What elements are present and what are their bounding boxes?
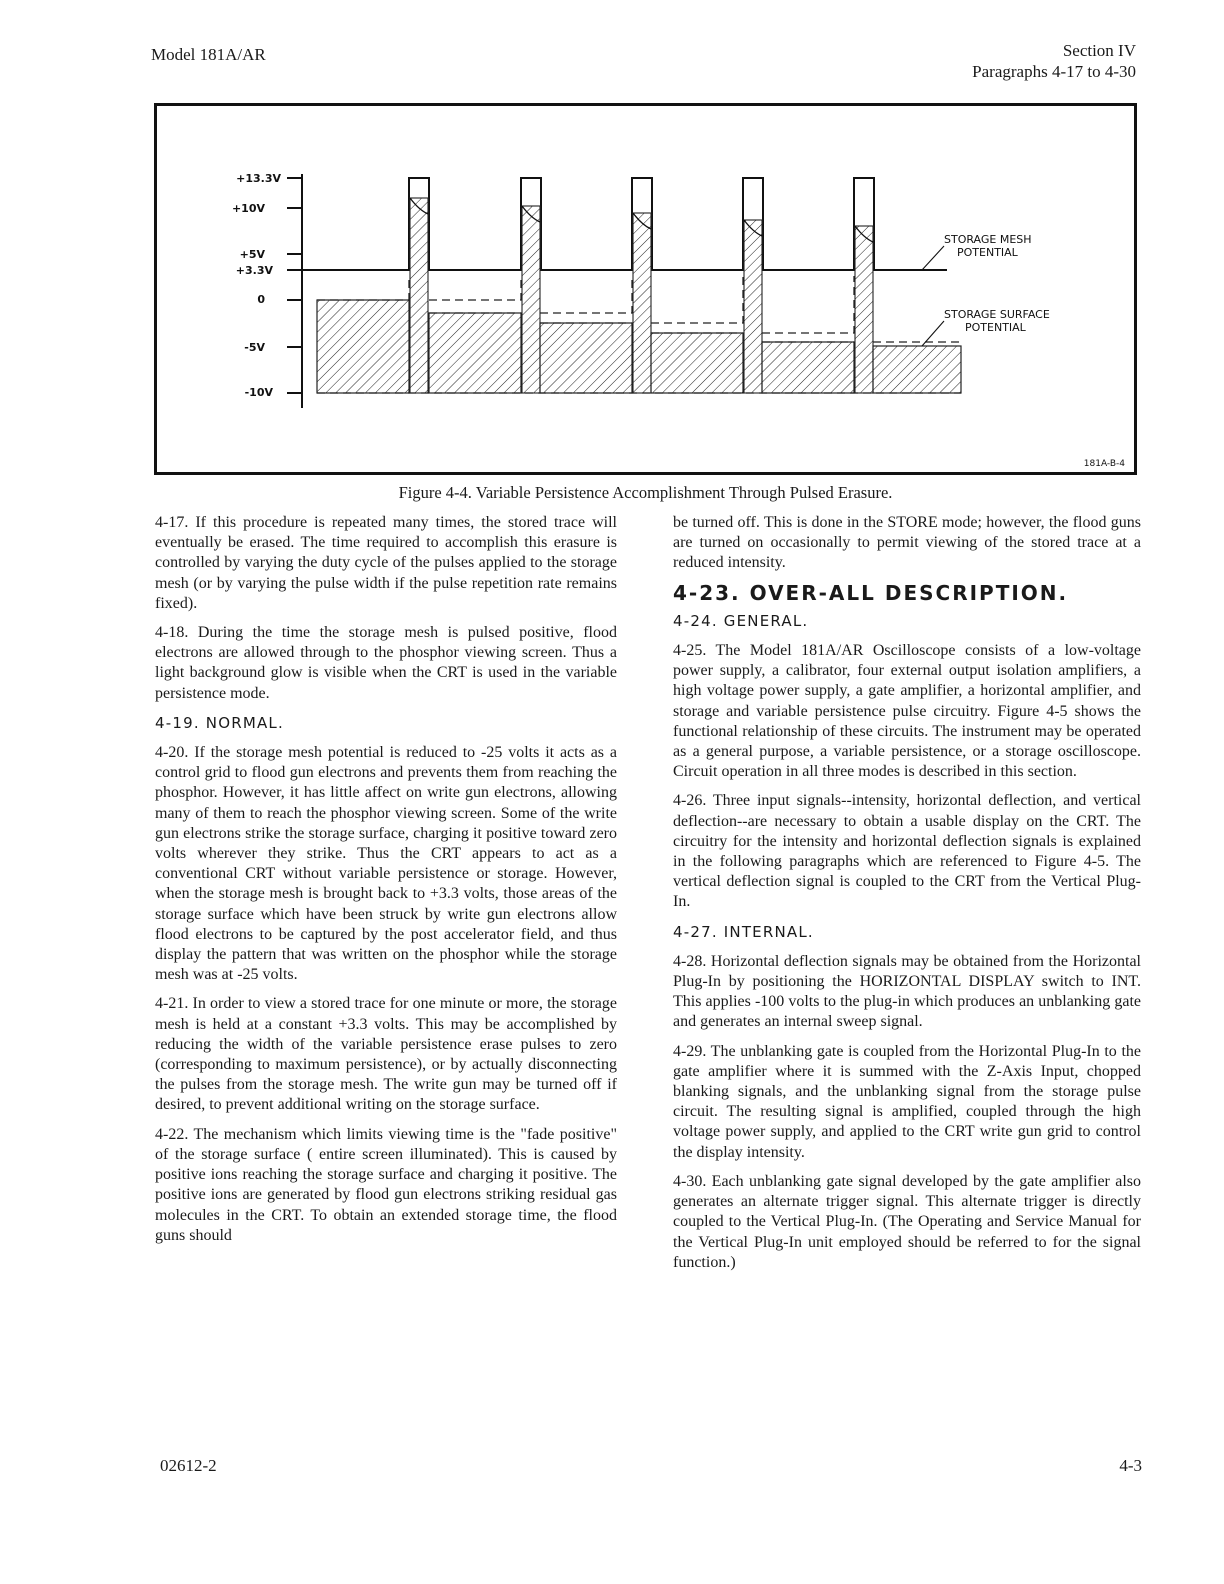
left-column	[155, 513, 617, 1255]
paragraph-4-26: 4-26. Three input signals--intensity, horizontal deflection, and vertical deflection--are necessary to obtain a usable display on the CRT. The circuitry for the intensity and horizontal deflection signals is explained in the following paragraphs which are referenced to Figure 4-5. The vertical deflection signal is coupled to the CRT from the Vertical Plug-In.	[673, 792, 1141, 911]
paragraph-4-22: 4-22. The mechanism which limits viewing time is the "fade positive" of the storage surface ( entire screen illuminated). This is caused by positive ions reaching the storage surface and charging it positive. The positive ions are generated by flood gun electrons striking residual gas molecules in the CRT. To obtain an extended storage time, the flood guns should	[155, 1125, 617, 1244]
figure-caption: Figure 4-4. Variable Persistence Accomplishment Through Pulsed Erasure.	[398, 483, 893, 502]
page-number: 4-3	[1119, 1456, 1142, 1475]
y-label: +5V	[239, 248, 265, 261]
paragraph-4-30: 4-30. Each unblanking gate signal developed by the gate amplifier also generates an alternate trigger signal. This alternate trigger is directly coupled to the Vertical Plug-In. (The Operating and Service Manual for the Vertical Plug-In unit employed should be referred to for the signal function.)	[673, 1172, 1141, 1271]
y-label: +10V	[231, 202, 265, 215]
header-section-line: Section IV	[1062, 41, 1136, 60]
figure-id: 181A-B-4	[1083, 459, 1125, 469]
paragraph-4-21: 4-21. In order to view a stored trace for one minute or more, the storage mesh is held at a constant +3.3 volts. This may be accomplished by reducing the width of the variable persistence erase pulses to zero (corresponding to maximum persistence), or by actually disconnecting the pulses from the storage mesh. The write gun may be turned off if desired, to prevent additional writing on the storage surface.	[155, 995, 617, 1114]
header-model: Model 181A/AR	[151, 45, 266, 64]
right-column	[673, 513, 1141, 1282]
footer-document-number: 02612-2	[160, 1456, 217, 1475]
paragraph-4-18: 4-18. During the time the storage mesh is pulsed positive, flood electrons are allowed through to the phosphor viewing screen. Thus a light background glow is visible when the CRT is used in the variable persistence mode.	[155, 624, 617, 702]
heading-4-23: 4-23. OVER-ALL DESCRIPTION.	[673, 580, 1069, 605]
y-label: -5V	[244, 341, 265, 354]
figure-4-4	[154, 103, 1137, 475]
heading-4-24: 4-24. GENERAL.	[673, 611, 809, 630]
paragraph-4-17: 4-17. If this procedure is repeated many times, the stored trace will eventually be erased. The time required to accomplish this erasure is controlled by varying the duty cycle of the pulses applied to the storage mesh (or by varying the pulse width if the pulse repetition rate remains fixed).	[155, 514, 617, 612]
header-section	[972, 40, 1136, 82]
paragraph-4-29: 4-29. The unblanking gate is coupled from the Horizontal Plug-In to the gate amplifier where it is summed with the Z-Axis Input, chopped blanking signals, and the unblanking signal from the storage pulse circuit. The resulting signal is amplified, coupled through the high voltage power supply, and applied to the CRT write gun grid to control the display intensity.	[673, 1042, 1141, 1161]
heading-4-27: 4-27. INTERNAL.	[673, 922, 814, 941]
mesh-leader-line	[922, 246, 944, 270]
y-label: -10V	[244, 386, 273, 399]
heading-4-19: 4-19. NORMAL.	[155, 713, 284, 732]
mesh-annotation: POTENTIAL	[957, 246, 1018, 259]
y-label: 0	[257, 293, 265, 306]
mesh-annotation: STORAGE MESH	[944, 233, 1032, 246]
y-label: +3.3V	[235, 264, 273, 277]
paragraph-4-20: 4-20. If the storage mesh potential is reduced to -25 volts it acts as a control grid to flood gun electrons and prevents them from reaching the phosphor. However, it has little affect on write gun electrons, allowing many of them to reach the phosphor viewing screen. Some of the write gun electrons strike the storage surface, charging it positive toward zero volts wherever they strike. Thus the CRT appears to act as a conventional CRT without variable persistence or storage. However, when the storage mesh is brought back to +3.3 volts, those areas of the storage surface which have been struck by write gun electrons allow flood electrons to be captured by the post accelerator field, and thus display the pattern that was written on the phosphor while the storage mesh was at -25 volts.	[155, 744, 617, 984]
paragraph-4-28: 4-28. Horizontal deflection signals may be obtained from the Horizontal Plug-In by positioning the HORIZONTAL DISPLAY switch to INT. This applies -100 volts to the plug-in which produces an unblanking gate and generates an internal sweep signal.	[673, 952, 1141, 1031]
paragraph-4-25: 4-25. The Model 181A/AR Oscilloscope consists of a low-voltage power supply, a calibrator, four external output isolation amplifiers, a high voltage power supply, a gate amplifier, a horizontal amplifier, and storage and variable persistence pulse circuitry. Figure 4-5 shows the functional relationship of these circuits. The instrument may be operated as a general purpose, a variable persistence, or a storage oscilloscope. Circuit operation in all three modes is described in this section.	[673, 642, 1141, 781]
y-label: +13.3V	[236, 172, 281, 185]
header-paragraphs-line: Paragraphs 4-17 to 4-30	[972, 62, 1136, 81]
surface-annotation: STORAGE SURFACE	[944, 308, 1050, 321]
waveform-diagram	[157, 106, 1134, 472]
storage-mesh-waveform	[302, 178, 947, 270]
surface-annotation: POTENTIAL	[965, 321, 1026, 334]
paragraph-4-22-continued: be turned off. This is done in the STORE mode; however, the flood guns are turned on occasionally to permit viewing of the stored trace at a reduced intensity.	[673, 514, 1141, 572]
